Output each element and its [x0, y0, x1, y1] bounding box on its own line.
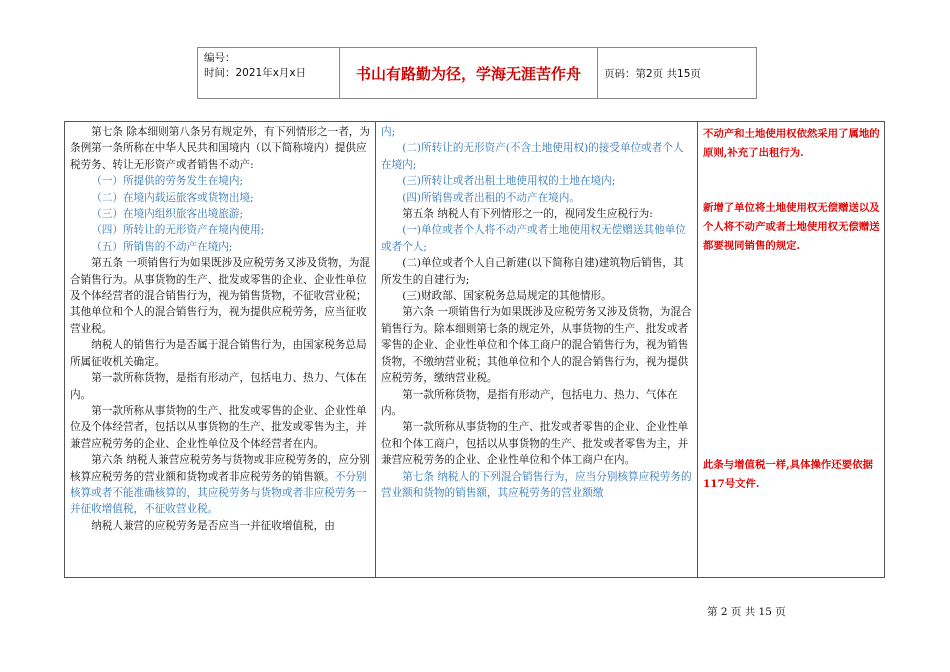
list-item: (三)所转让或者出租土地使用权的土地在境内; [402, 175, 616, 188]
list-item: （四）所转让的无形资产在境内使用; [91, 224, 265, 237]
paragraph: 第一款所称从事货物的生产、批发或零售的企业、企业性单位及个体经营者，包括以从事货物的生产、批发或零售为主，并兼营应税劳务的企业、企业性单位及个体经营者在内。 [70, 404, 367, 450]
column-notes [698, 122, 884, 577]
page-footer: 第 2 页 共 15 页 [707, 606, 786, 618]
paragraph: 第一款所称从事货物的生产、批发或者零售的企业、企业性单位和个体工商户，包括以从事货物的生产、批发或者零售为主，并兼营应税劳务的企业、企业性单位和个体工商户在内。 [381, 421, 689, 467]
paragraph: 内; [381, 126, 396, 138]
header-info-cell [198, 48, 340, 98]
paragraph: 第五条 一项销售行为如果既涉及应税劳务又涉及货物，为混合销售行为。从事货物的生产、批发或零售的企业、企业性单位及个体经营者的混合销售行为，视为销售货物，不征收营业税；其他单位和个人的混合销售行为，视为提供应税劳务，应当征收营业税。 [70, 257, 370, 335]
list-item: (三)财政部、国家税务总局规定的其他情形。 [402, 290, 612, 303]
note: 此条与增值税一样,具体操作还要依据117号文件. [703, 459, 873, 490]
comparison-table [64, 121, 885, 578]
column-new-rules [376, 122, 698, 577]
highlighted-text: 不分别核算或者不能准确核算的，其应税劳务与货物或者非应税劳务一并征收增值税，不征收营业税。 [70, 470, 367, 516]
paragraph: 第一款所称货物，是指有形动产，包括电力、热力、气体在内。 [70, 372, 367, 401]
paragraph: 第一款所称货物，是指有形动产，包括电力、热力、气体在内。 [381, 388, 678, 417]
list-item: (二)单位或者个人自己新建(以下简称自建)建筑物后销售，其所发生的自建行为; [381, 257, 684, 286]
column-old-rules [65, 122, 376, 577]
paragraph: 第六条 一项销售行为如果既涉及应税劳务又涉及货物，为混合销售行为。除本细则第七条的规定外，从事货物的生产、批发或者零售的企业、企业性单位和个体工商户的混合销售行为，视为销售货物，不缴纳营业税；其他单位和个人的混合销售行为，视为提供应税劳务，缴纳营业税。 [381, 306, 692, 385]
motto: 书山有路勤为径，学海无涯苦作舟 [340, 48, 598, 98]
paragraph: 第七条 纳税人的下列混合销售行为，应当分别核算应税劳务的营业额和货物的销售额，其应税劳务的营业额缴 [381, 470, 692, 499]
paragraph [70, 452, 371, 518]
number-label: 编号： [204, 52, 236, 64]
page-label: 页码：第2页 共15页 [604, 67, 701, 80]
list-item: (二)所转让的无形资产(不含土地使用权)的接受单位或者个人在境内; [381, 142, 684, 171]
list-item: （五）所销售的不动产在境内; [91, 240, 233, 253]
time-label: 时间：2021年x月x日 [204, 67, 307, 79]
list-item: （二）在境内载运旅客或货物出境; [91, 191, 254, 204]
list-item: （三）在境内组织旅客出境旅游; [91, 208, 244, 221]
note: 不动产和土地使用权依然采用了属地的原则,补充了出租行为. [703, 128, 880, 159]
header-table [197, 47, 757, 99]
list-item: （一）所提供的劳务发生在境内; [91, 175, 244, 188]
paragraph: 纳税人兼营的应税劳务是否应当一并征收增值税，由 [91, 519, 335, 532]
note: 新增了单位将土地使用权无偿赠送以及个人将不动产或者土地使用权无偿赠送都要视同销售的规定. [703, 202, 880, 252]
list-item: (四)所销售或者出租的不动产在境内。 [402, 191, 580, 204]
paragraph: 第五条 纳税人有下列情形之一的，视同发生应税行为: [402, 208, 653, 221]
paragraph: 纳税人的销售行为是否属于混合销售行为，由国家税务总局所属征收机关确定。 [70, 339, 367, 368]
paragraph-text: 第六条 纳税人兼营应税劳务与货物或非应税劳务的，应分别核算应税劳务的营业额和货物或者非应税劳务的销售额。 [70, 454, 370, 483]
paragraph: 第七条 除本细则第八条另有规定外，有下列情形之一者，为条例第一条所称在中华人民共和国境内（以下简称境内）提供应税劳务、转让无形资产或者销售不动产: [70, 126, 370, 171]
list-item: (一)单位或者个人将不动产或者土地使用权无偿赠送其他单位或者个人; [381, 224, 686, 253]
